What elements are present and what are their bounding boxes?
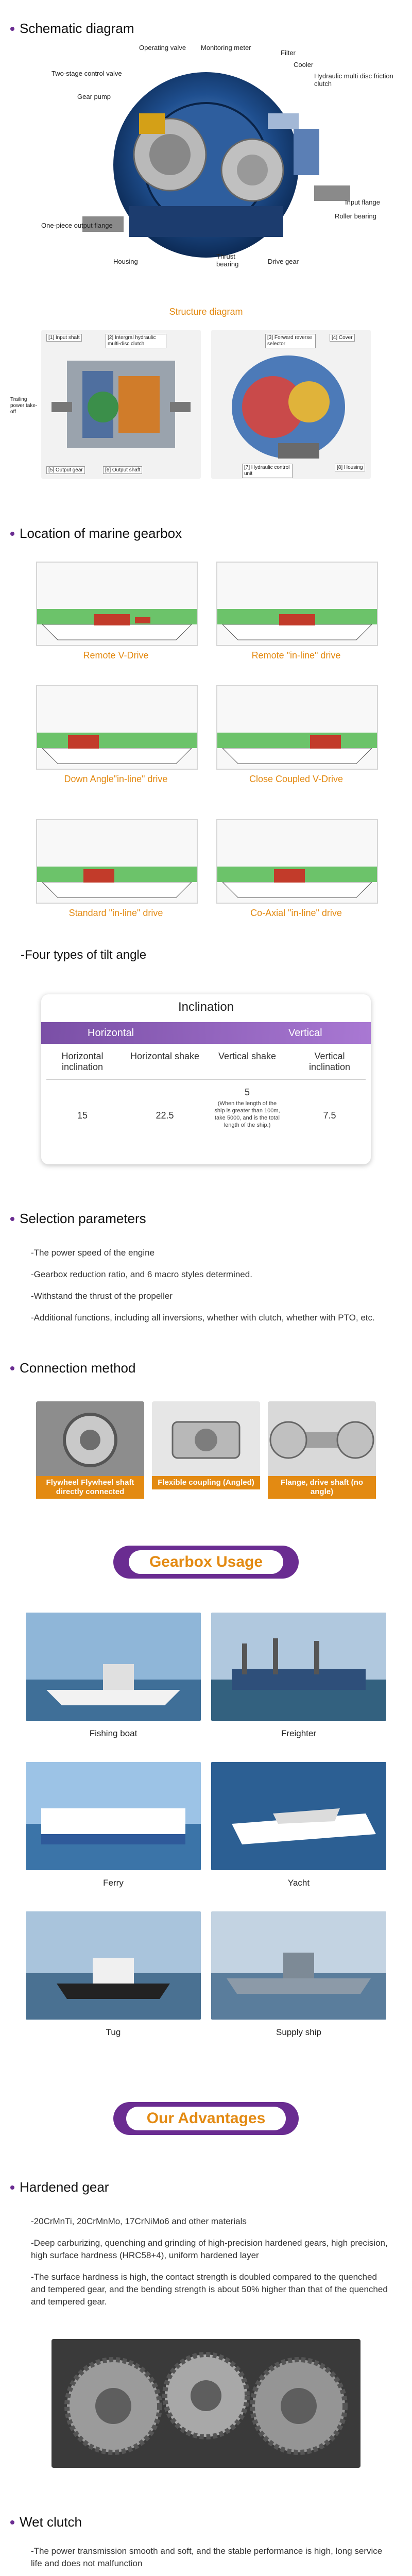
hardened-title-text: Hardened gear <box>20 2179 109 2195</box>
bullet-dot <box>10 27 14 31</box>
connection-title <box>10 1360 135 1376</box>
tug-photo <box>26 1911 201 2020</box>
col-horizontal-inclination: Horizontal inclination <box>61 1051 104 1072</box>
yacht-photo <box>211 1762 386 1870</box>
location-card-down-angle <box>36 685 198 770</box>
connection-title-text: Connection method <box>20 1360 136 1376</box>
usage-label-2: Freighter <box>281 1728 317 1738</box>
location-card-close-v <box>216 685 378 770</box>
boat-remote-inline-drawing <box>217 563 377 645</box>
flexible-coupling-photo <box>152 1401 260 1479</box>
structure-diagram-caption: Structure diagram <box>169 307 243 317</box>
location-label-5: Standard "in-line" drive <box>68 908 163 918</box>
connection-label-1: Flywheel Flywheel shaft directly connected <box>36 1476 144 1499</box>
label-roller-bearing: Roller bearing <box>335 212 376 220</box>
label-input-flange: Input flange <box>345 198 380 206</box>
label-filter: Filter <box>281 49 296 57</box>
group-horizontal: Horizontal <box>88 1027 134 1039</box>
usage-label-1: Fishing boat <box>89 1728 138 1738</box>
location-label-1: Remote V-Drive <box>83 650 149 660</box>
label-gear-pump: Gear pump <box>77 93 111 100</box>
boat-standard-drawing <box>37 820 197 903</box>
usage-label-4: Yacht <box>287 1878 310 1888</box>
location-card-remote-inline <box>216 562 378 646</box>
gearbox-cutaway-image <box>36 52 376 294</box>
supply-ship-photo <box>211 1911 386 2020</box>
advantages-badge <box>113 2102 299 2135</box>
structure-label-output-shaft: [6] Output shaft <box>103 466 142 474</box>
val-vertical-shake: 5 <box>244 1087 250 1097</box>
table-divider <box>46 1079 366 1080</box>
selection-item-3: -Withstand the thrust of the propeller <box>31 1291 173 1301</box>
hardened-item-1: -20CrMnTi, 20CrMnMo, 17CrNiMo6 and other materials <box>31 2216 247 2226</box>
structure-label-cover: [4] Cover <box>330 334 355 342</box>
inclination-group-bar <box>41 1022 371 1044</box>
schematic-title-text: Schematic diagram <box>20 21 134 36</box>
hardened-title <box>10 2179 109 2195</box>
usage-photo-tug <box>26 1911 201 2020</box>
structure-label-input-shaft: [1] Input shaft <box>46 334 82 342</box>
connection-label-3: Flange, drive shaft (no angle) <box>268 1476 376 1499</box>
label-output-flange: One-piece output flange <box>41 222 113 229</box>
structure-diagram-left <box>41 330 201 479</box>
val-horizontal-inclination: 15 <box>77 1110 88 1121</box>
wet-clutch-list <box>31 2545 391 2576</box>
structure-left-drawing <box>41 330 201 479</box>
wet-clutch-title <box>10 2514 82 2530</box>
location-title-text: Location of marine gearbox <box>20 526 182 541</box>
usage-badge <box>113 1546 299 1579</box>
boat-co-axial-drawing <box>217 820 377 903</box>
connection-photo-2 <box>152 1401 260 1479</box>
bullet-dot <box>10 1366 14 1370</box>
bullet-dot <box>10 2185 14 2190</box>
structure-label-control-unit: [7] Hydraulic control unit <box>242 464 293 478</box>
structure-label-housing: [8] Housing <box>335 464 365 471</box>
structure-label-output-gear: [5] Output gear <box>46 466 85 474</box>
gear-stack-photo <box>52 2339 360 2468</box>
group-vertical: Vertical <box>288 1027 322 1039</box>
col-vertical-shake: Vertical shake <box>218 1051 277 1061</box>
schematic-title <box>10 21 134 37</box>
connection-label-2: Flexible coupling (Angled) <box>152 1476 260 1489</box>
val-vertical-inclination: 7.5 <box>323 1110 336 1121</box>
connection-photo-1 <box>36 1401 144 1479</box>
usage-photo-yacht <box>211 1762 386 1870</box>
usage-label-5: Tug <box>106 2027 121 2037</box>
usage-label-3: Ferry <box>103 1878 124 1888</box>
hardened-list <box>31 2215 391 2317</box>
usage-label-6: Supply ship <box>276 2027 321 2037</box>
hardened-item-2: -Deep carburizing, quenching and grinding of high-precision hardened gears, high precision, high surface hardness (HRC58+4), uniform hardened layer <box>31 2238 388 2260</box>
usage-photo-ferry <box>26 1762 201 1870</box>
label-drive-gear: Drive gear <box>268 258 299 265</box>
inclination-table-title: Inclination <box>178 1000 234 1014</box>
freighter-photo <box>211 1613 386 1721</box>
boat-close-v-drawing <box>217 686 377 769</box>
fishing-boat-photo <box>26 1613 201 1721</box>
location-card-remote-v <box>36 562 198 646</box>
advantages-badge-text: Our Advantages <box>126 2107 286 2130</box>
connection-photo-3 <box>268 1401 376 1479</box>
label-operating-valve: Operating valve <box>139 44 186 52</box>
location-label-3: Down Angle"in-line" drive <box>64 774 168 784</box>
flywheel-photo <box>36 1401 144 1479</box>
label-thrust-bearing: Thrust bearing <box>216 252 239 268</box>
flange-shaft-photo <box>268 1401 376 1479</box>
location-label-6: Co-Axial "in-line" drive <box>250 908 342 918</box>
selection-item-1: -The power speed of the engine <box>31 1248 155 1258</box>
label-monitoring-meter: Monitoring meter <box>201 44 251 52</box>
wet-clutch-item-1: -The power transmission smooth and soft, and the stable performance is high, long service life and does not malfunction <box>31 2546 383 2568</box>
label-cooler: Cooler <box>294 61 314 69</box>
bullet-dot <box>10 2520 14 2524</box>
selection-title-text: Selection parameters <box>20 1211 146 1226</box>
structure-label-pto: Trailing power take-off <box>10 397 38 415</box>
selection-item-2: -Gearbox reduction ratio, and 6 macro styles determined. <box>31 1269 252 1279</box>
wet-clutch-title-text: Wet clutch <box>20 2514 82 2530</box>
hardened-item-3: -The surface hardness is high, the contact strength is doubled compared to the quenched and tempered gear, and the bending strength is about 50% higher than that of the quenched and tempered gear. <box>31 2272 388 2307</box>
col-horizontal-shake: Horizontal shake <box>130 1051 200 1061</box>
gearbox-cutaway-drawing <box>36 52 376 294</box>
selection-title <box>10 1211 146 1227</box>
tilt-title: -Four types of tilt angle <box>21 948 147 962</box>
structure-right-drawing <box>211 330 371 479</box>
location-card-standard <box>36 819 198 904</box>
selection-item-4: -Additional functions, including all inversions, whether with clutch, whether with PTO, etc. <box>31 1313 375 1323</box>
ferry-photo <box>26 1762 201 1870</box>
vertical-shake-note: (When the length of the ship is greater than 100m, take 5000, and is the total length of the ship.) <box>214 1100 280 1128</box>
usage-photo-supply-ship <box>211 1911 386 2020</box>
bullet-dot <box>10 1217 14 1221</box>
bullet-dot <box>10 532 14 536</box>
boat-down-angle-drawing <box>37 686 197 769</box>
hardened-gear-photo <box>52 2339 360 2468</box>
inclination-table <box>41 994 371 1164</box>
boat-remote-v-drawing <box>37 563 197 645</box>
selection-list <box>31 1247 391 1333</box>
location-title <box>10 526 182 541</box>
location-card-co-axial <box>216 819 378 904</box>
usage-photo-freighter <box>211 1613 386 1721</box>
col-vertical-inclination: Vertical inclination <box>308 1051 351 1072</box>
structure-label-selector: [3] Forward reverse selector <box>265 334 316 348</box>
usage-photo-fishing-boat <box>26 1613 201 1721</box>
val-horizontal-shake: 22.5 <box>156 1110 174 1121</box>
label-hydraulic-clutch: Hydraulic multi disc friction clutch <box>314 72 393 88</box>
label-housing: Housing <box>113 258 138 265</box>
structure-label-clutch: [2] Intergral hydraulic multi-disc clutch <box>106 334 166 348</box>
usage-badge-text: Gearbox Usage <box>129 1550 283 1574</box>
structure-diagram-right <box>211 330 371 479</box>
location-label-4: Close Coupled V-Drive <box>249 774 344 784</box>
location-label-2: Remote "in-line" drive <box>251 650 341 660</box>
label-two-stage-valve: Two-stage control valve <box>52 70 122 77</box>
